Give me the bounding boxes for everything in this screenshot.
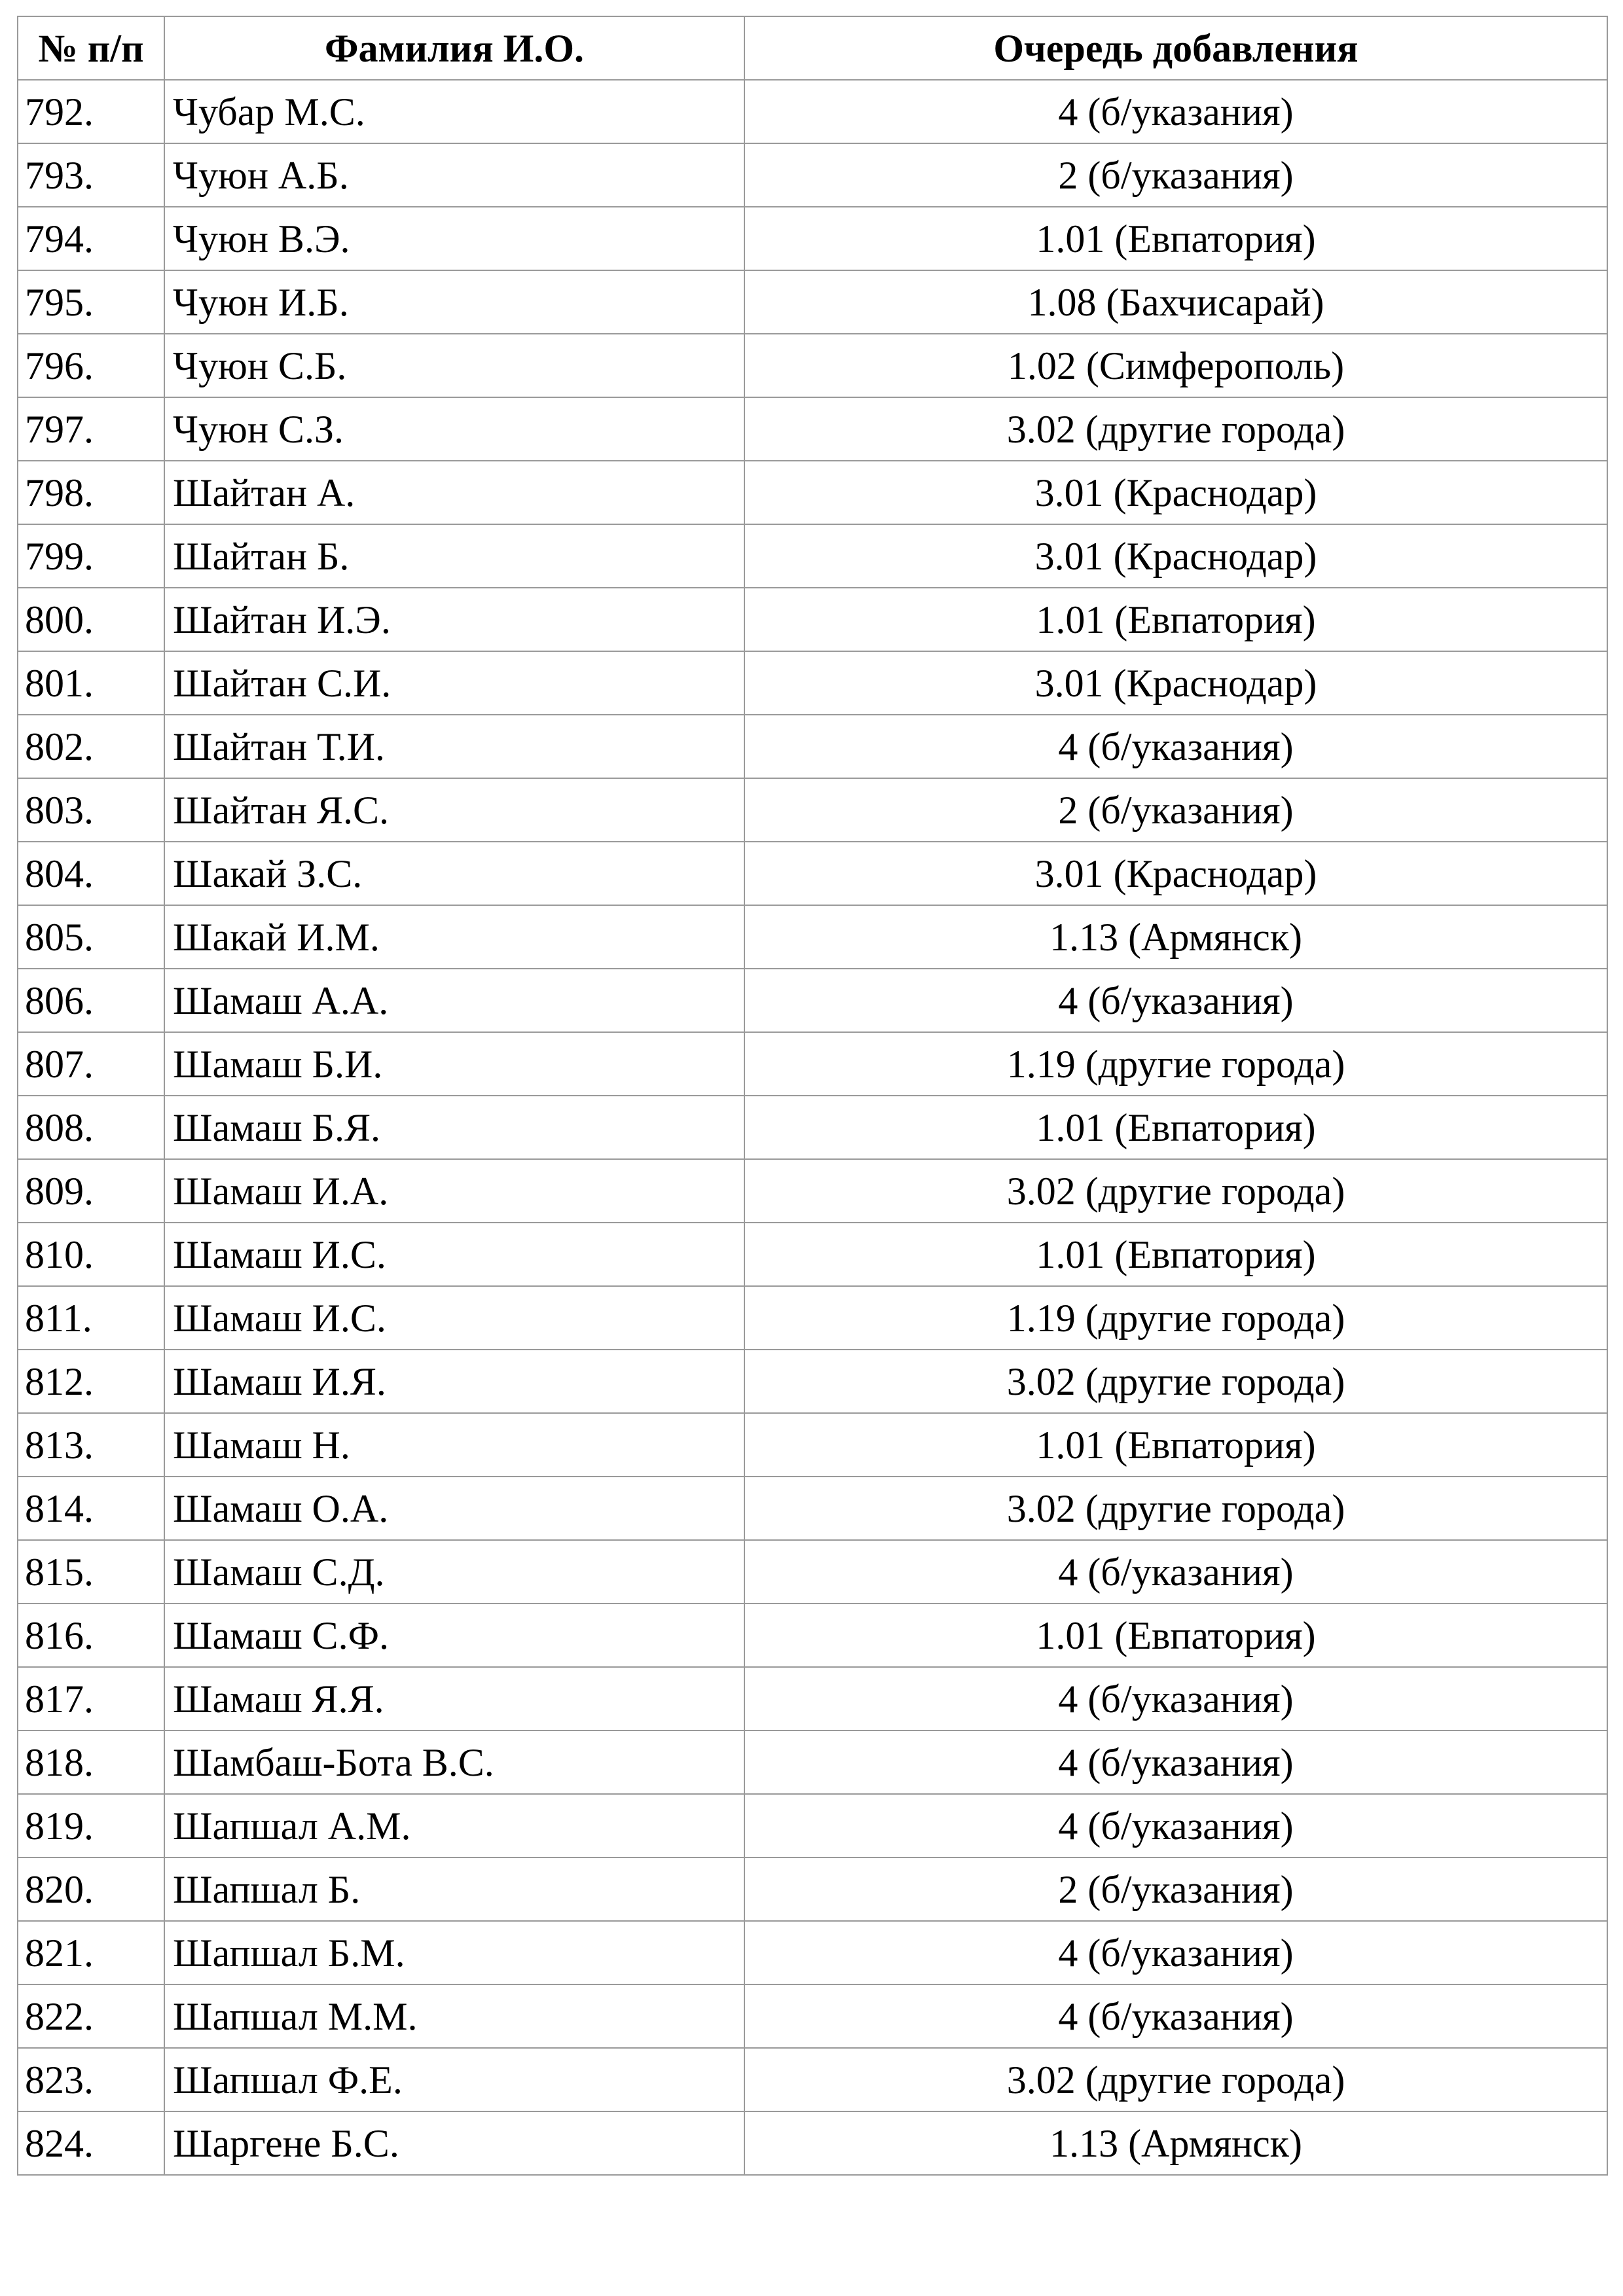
row-number: 799. (18, 524, 164, 588)
row-queue: 1.19 (другие города) (744, 1286, 1607, 1350)
row-name: Шапшал Ф.Е. (164, 2048, 744, 2111)
row-queue: 4 (б/указания) (744, 1731, 1607, 1794)
row-name: Шамаш И.С. (164, 1286, 744, 1350)
row-queue: 4 (б/указания) (744, 1921, 1607, 1984)
row-number: 816. (18, 1604, 164, 1667)
table-row (18, 1032, 1607, 1096)
row-number: 807. (18, 1032, 164, 1096)
row-name: Шайтан Т.И. (164, 715, 744, 778)
table-row (18, 461, 1607, 524)
row-name: Шайтан С.И. (164, 651, 744, 715)
row-number: 805. (18, 905, 164, 969)
row-name: Чуюн В.Э. (164, 207, 744, 270)
row-name: Шакай И.М. (164, 905, 744, 969)
row-queue: 1.01 (Евпатория) (744, 1223, 1607, 1286)
row-name: Шайтан А. (164, 461, 744, 524)
table-row (18, 143, 1607, 207)
row-number: 822. (18, 1984, 164, 2048)
row-queue: 2 (б/указания) (744, 778, 1607, 842)
row-number: 811. (18, 1286, 164, 1350)
row-number: 821. (18, 1921, 164, 1984)
table-row (18, 524, 1607, 588)
row-queue: 1.01 (Евпатория) (744, 207, 1607, 270)
row-number: 796. (18, 334, 164, 397)
row-name: Шамаш С.Д. (164, 1540, 744, 1604)
header-name: Фамилия И.О. (164, 16, 744, 80)
row-queue: 1.08 (Бахчисарай) (744, 270, 1607, 334)
table-row (18, 1223, 1607, 1286)
row-number: 802. (18, 715, 164, 778)
table-row (18, 270, 1607, 334)
header-number: № п/п (18, 16, 164, 80)
row-name: Чуюн А.Б. (164, 143, 744, 207)
row-number: 798. (18, 461, 164, 524)
row-name: Шайтан Б. (164, 524, 744, 588)
table-row (18, 1794, 1607, 1857)
row-queue: 1.01 (Евпатория) (744, 1413, 1607, 1477)
row-queue: 3.02 (другие города) (744, 1477, 1607, 1540)
row-number: 817. (18, 1667, 164, 1731)
table-row (18, 1731, 1607, 1794)
row-queue: 1.01 (Евпатория) (744, 1096, 1607, 1159)
row-name: Шайтан Я.С. (164, 778, 744, 842)
table-row (18, 397, 1607, 461)
row-queue: 4 (б/указания) (744, 1984, 1607, 2048)
row-number: 800. (18, 588, 164, 651)
row-name: Шамаш Я.Я. (164, 1667, 744, 1731)
row-name: Шапшал М.М. (164, 1984, 744, 2048)
row-number: 813. (18, 1413, 164, 1477)
table-row (18, 207, 1607, 270)
table-row (18, 715, 1607, 778)
row-name: Шамаш А.А. (164, 969, 744, 1032)
row-queue: 3.01 (Краснодар) (744, 524, 1607, 588)
row-name: Шамаш И.Я. (164, 1350, 744, 1413)
table-row (18, 2111, 1607, 2175)
row-queue: 3.02 (другие города) (744, 397, 1607, 461)
row-queue: 4 (б/указания) (744, 80, 1607, 143)
table-row (18, 969, 1607, 1032)
table-row (18, 1604, 1607, 1667)
row-number: 795. (18, 270, 164, 334)
row-number: 815. (18, 1540, 164, 1604)
row-number: 804. (18, 842, 164, 905)
row-queue: 4 (б/указания) (744, 1794, 1607, 1857)
row-name: Шамаш Б.Я. (164, 1096, 744, 1159)
row-number: 808. (18, 1096, 164, 1159)
row-name: Чубар М.С. (164, 80, 744, 143)
table-row (18, 1159, 1607, 1223)
row-queue: 3.02 (другие города) (744, 2048, 1607, 2111)
table-row (18, 1540, 1607, 1604)
row-queue: 2 (б/указания) (744, 1857, 1607, 1921)
row-queue: 1.13 (Армянск) (744, 2111, 1607, 2175)
row-name: Чуюн С.З. (164, 397, 744, 461)
row-number: 801. (18, 651, 164, 715)
row-name: Шамаш Н. (164, 1413, 744, 1477)
row-name: Шамаш С.Ф. (164, 1604, 744, 1667)
table-row (18, 588, 1607, 651)
table-row (18, 1286, 1607, 1350)
row-queue: 2 (б/указания) (744, 143, 1607, 207)
header-queue: Очередь добавления (744, 16, 1607, 80)
row-name: Чуюн И.Б. (164, 270, 744, 334)
row-name: Шамаш И.А. (164, 1159, 744, 1223)
row-name: Шапшал А.М. (164, 1794, 744, 1857)
row-queue: 3.02 (другие города) (744, 1159, 1607, 1223)
row-name: Шамаш Б.И. (164, 1032, 744, 1096)
table-row (18, 1350, 1607, 1413)
table-row (18, 1667, 1607, 1731)
table-row (18, 1477, 1607, 1540)
row-number: 820. (18, 1857, 164, 1921)
row-number: 809. (18, 1159, 164, 1223)
row-queue: 1.13 (Армянск) (744, 905, 1607, 969)
header-row (18, 16, 1607, 80)
table-row (18, 1096, 1607, 1159)
row-queue: 4 (б/указания) (744, 1540, 1607, 1604)
table-row (18, 905, 1607, 969)
table-row (18, 1857, 1607, 1921)
table-row (18, 778, 1607, 842)
row-name: Шакай З.С. (164, 842, 744, 905)
row-queue: 3.02 (другие города) (744, 1350, 1607, 1413)
row-queue: 3.01 (Краснодар) (744, 461, 1607, 524)
row-queue: 1.01 (Евпатория) (744, 588, 1607, 651)
row-name: Шамаш И.С. (164, 1223, 744, 1286)
row-number: 793. (18, 143, 164, 207)
row-name: Шамбаш-Бота В.С. (164, 1731, 744, 1794)
row-name: Чуюн С.Б. (164, 334, 744, 397)
table-row (18, 651, 1607, 715)
table-row (18, 842, 1607, 905)
table-row (18, 2048, 1607, 2111)
row-number: 819. (18, 1794, 164, 1857)
row-queue: 1.01 (Евпатория) (744, 1604, 1607, 1667)
row-number: 792. (18, 80, 164, 143)
row-name: Шамаш О.А. (164, 1477, 744, 1540)
row-name: Шаргене Б.С. (164, 2111, 744, 2175)
table-row (18, 1984, 1607, 2048)
row-number: 818. (18, 1731, 164, 1794)
row-queue: 3.01 (Краснодар) (744, 842, 1607, 905)
table-row (18, 1921, 1607, 1984)
table-row (18, 1413, 1607, 1477)
row-number: 806. (18, 969, 164, 1032)
row-number: 797. (18, 397, 164, 461)
register-table (17, 16, 1608, 2176)
row-number: 823. (18, 2048, 164, 2111)
row-number: 812. (18, 1350, 164, 1413)
table-row (18, 334, 1607, 397)
row-queue: 4 (б/указания) (744, 969, 1607, 1032)
table-row (18, 80, 1607, 143)
table-body (18, 80, 1607, 2175)
row-queue: 4 (б/указания) (744, 715, 1607, 778)
row-queue: 1.02 (Симферополь) (744, 334, 1607, 397)
row-number: 803. (18, 778, 164, 842)
row-number: 810. (18, 1223, 164, 1286)
row-name: Шапшал Б. (164, 1857, 744, 1921)
row-number: 794. (18, 207, 164, 270)
row-number: 824. (18, 2111, 164, 2175)
row-name: Шайтан И.Э. (164, 588, 744, 651)
row-number: 814. (18, 1477, 164, 1540)
row-name: Шапшал Б.М. (164, 1921, 744, 1984)
row-queue: 4 (б/указания) (744, 1667, 1607, 1731)
row-queue: 1.19 (другие города) (744, 1032, 1607, 1096)
row-queue: 3.01 (Краснодар) (744, 651, 1607, 715)
